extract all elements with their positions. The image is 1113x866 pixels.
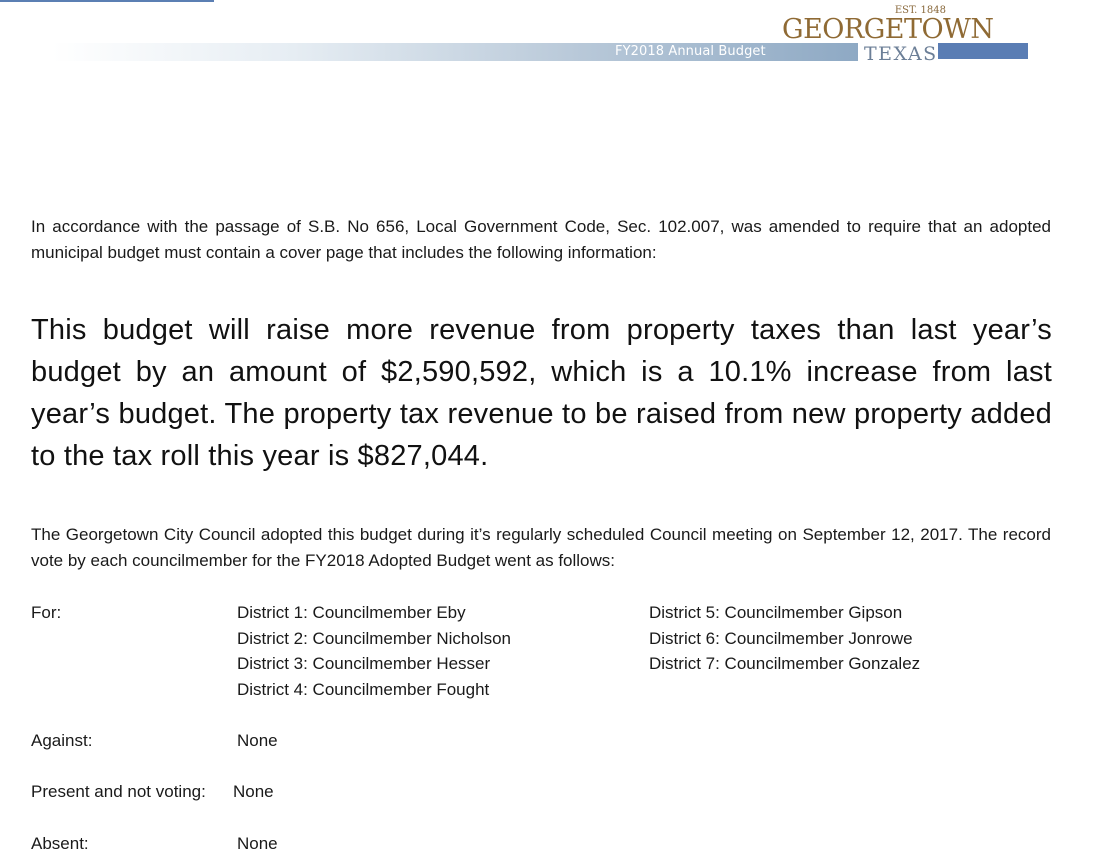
vote-against-label: Against:	[31, 731, 93, 750]
vote-for-item: District 7: Councilmember Gonzalez	[649, 654, 921, 673]
top-rule	[0, 0, 214, 2]
tax-statement: This budget will raise more revenue from property taxes than last year’s budget by an amount of $2,590,592, which is a 10.1% increase from last year’s budget. The property tax revenue to be raised from new property added to the tax roll this year is $827,044.	[31, 314, 1052, 472]
logo-state: TEXAS	[864, 43, 938, 65]
vote-against-value: None	[237, 731, 278, 750]
adoption-paragraph: The Georgetown City Council adopted this budget during it’s regularly scheduled Council meeting on September 12, 2017. The record vote by each councilmember for the FY2018 Adopted Budget went as follows:	[31, 525, 1051, 570]
vote-for-item: District 2: Councilmember Nicholson	[237, 628, 511, 648]
vote-for-item: District 4: Councilmember Fought	[237, 679, 490, 699]
georgetown-logo	[782, 4, 992, 64]
vote-for-item: District 5: Councilmember Gipson	[649, 603, 903, 622]
vote-for-item: District 1: Councilmember Eby	[237, 603, 466, 622]
header-subtitle: FY2018 Annual Budget	[615, 44, 766, 59]
logo-name: GEORGETOWN	[782, 14, 994, 45]
vote-absent-value: None	[237, 834, 278, 853]
intro-paragraph: In accordance with the passage of S.B. No 656, Local Government Code, Sec. 102.007, was amended to require that an adopted municipal budget must contain a cover page that includes the following information:	[31, 217, 1051, 262]
logo-established: EST. 1848	[894, 5, 946, 16]
vote-present-label: Present and not voting:	[31, 782, 206, 801]
vote-for-column-1	[237, 600, 511, 702]
vote-for-item: District 3: Councilmember Hesser	[237, 654, 491, 673]
vote-for-label: For:	[31, 603, 62, 622]
vote-present-value: None	[233, 782, 274, 801]
vote-absent-label: Absent:	[31, 834, 89, 853]
vote-for-item: District 6: Councilmember Jonrowe	[649, 628, 913, 648]
vote-for-column-2	[649, 600, 920, 677]
